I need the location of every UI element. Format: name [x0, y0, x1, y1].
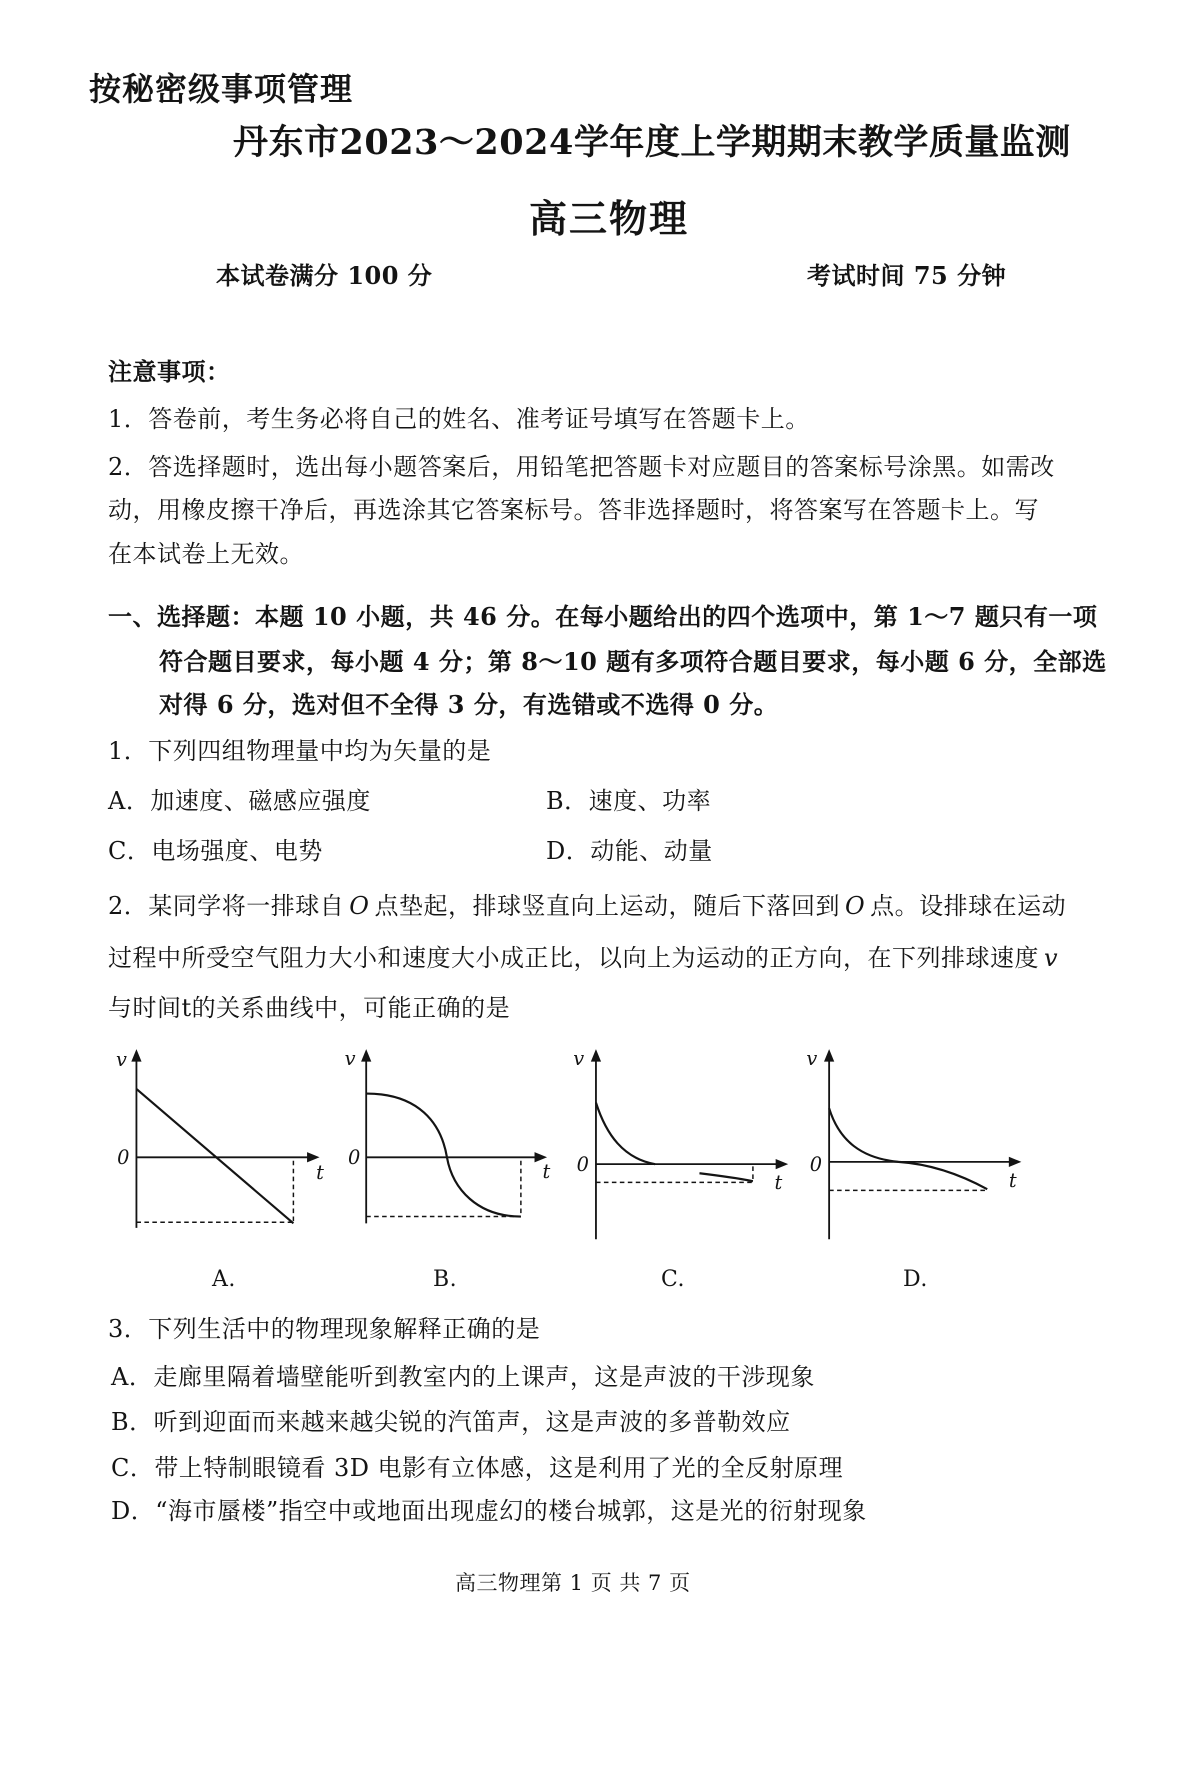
velocity-symbol: v [1044, 944, 1059, 972]
graph-c-option-label: C. [661, 1267, 686, 1292]
notes-line: 2．答选择题时，选出每小题答案后，用铅笔把答题卡对应题目的答案标号涂黑。如需改 [108, 453, 1055, 481]
stem-text: 过程中所受空气阻力大小和速度大小成正比，以向上为运动的正方向，在下列排球速度 [108, 944, 1039, 972]
graph-a-v-label: v [115, 1048, 127, 1072]
graph-b [345, 1047, 551, 1223]
question-2-graphs-figure [108, 1040, 1035, 1245]
section1-line: 符合题目要求，每小题 4 分；第 8～10 题有多项符合题目要求，每小题 6 分，全部选 [159, 647, 1107, 676]
graph-a-origin-label: 0 [117, 1146, 130, 1170]
graph-d [806, 1047, 1021, 1239]
graph-d-origin-label: 0 [809, 1152, 823, 1176]
graph-a-velocity-line [136, 1089, 293, 1223]
graph-a [116, 1048, 324, 1228]
question-2-stem-line: 与时间t的关系曲线中，可能正确的是 [108, 994, 511, 1022]
graph-d-velocity-curve [829, 1108, 987, 1189]
subject-title: 高三物理 [529, 196, 690, 241]
stem-text: 点。设排球在运动 [870, 892, 1067, 920]
page-footer: 高三物理第 1 页 共 7 页 [455, 1571, 691, 1595]
question-3-stem: 3．下列生活中的物理现象解释正确的是 [108, 1315, 541, 1343]
question-2-stem-line [108, 945, 1063, 971]
graph-a-t-label: t [316, 1160, 324, 1184]
exam-time-label: 考试时间 75 分钟 [807, 261, 1007, 290]
graph-d-option-label: D. [903, 1267, 928, 1292]
graph-b-dashed-guides [366, 1161, 521, 1217]
graph-a-option-label: A. [212, 1267, 236, 1292]
graph-b-velocity-curve [366, 1094, 521, 1217]
question-2-stem-line [108, 893, 1066, 919]
section1-line: 一、选择题：本题 10 小题，共 46 分。在每小题给出的四个选项中，第 1～7 题只有一项 [108, 602, 1098, 631]
graph-d-v-label: v [806, 1047, 818, 1071]
graph-d-t-label: t [1008, 1168, 1017, 1192]
point-o-symbol: O [844, 892, 866, 920]
notes-line: 动，用橡皮擦干净后，再选涂其它答案标号。答非选择题时，将答案写在答题卡上。写 [108, 496, 1039, 524]
question-3-option-b: B．听到迎面而来越来越尖锐的汽笛声，这是声波的多普勒效应 [111, 1408, 791, 1436]
graph-b-origin-label: 0 [347, 1146, 361, 1170]
graph-d-t-arrow [1009, 1157, 1022, 1167]
graph-b-t-label: t [542, 1159, 551, 1183]
graph-a-dashed-guides [136, 1161, 293, 1223]
question-3-option-c: C．带上特制眼镜看 3D 电影有立体感，这是利用了光的全反射原理 [111, 1454, 844, 1482]
graph-c-v-arrow [591, 1049, 601, 1062]
point-o-symbol: O [349, 892, 370, 920]
question-1-option-a: A．加速度、磁感应强度 [108, 787, 371, 815]
classification-label: 按秘密级事项管理 [89, 70, 354, 108]
graph-d-v-arrow [824, 1049, 834, 1062]
exam-title: 丹东市2023～2024学年度上学期期末教学质量监测 [233, 122, 1071, 163]
graph-c-velocity-curve-down [699, 1173, 752, 1181]
question-1-option-d: D．动能、动量 [546, 837, 713, 865]
graph-c-velocity-curve-up [596, 1103, 655, 1165]
graph-c-t-label: t [774, 1171, 783, 1195]
question-1-stem: 1．下列四组物理量中均为矢量的是 [108, 737, 492, 765]
question-1-option-c: C．电场强度、电势 [108, 837, 323, 865]
graph-b-v-label: v [344, 1047, 356, 1071]
graph-c-dashed-guides [596, 1166, 753, 1182]
section1-line: 对得 6 分，选对但不全得 3 分，有选错或不选得 0 分。 [159, 690, 779, 719]
stem-text: 2．某同学将一排球自 [108, 892, 345, 920]
graph-c [573, 1047, 788, 1239]
graph-a-v-arrow [131, 1049, 141, 1062]
graph-c-v-label: v [573, 1047, 585, 1071]
notes-line: 在本试卷上无效。 [108, 540, 304, 568]
question-3-option-d: D．“海市蜃楼”指空中或地面出现虚幻的楼台城郭，这是光的衍射现象 [111, 1497, 867, 1525]
graph-c-origin-label: 0 [576, 1152, 589, 1176]
question-3-option-a: A．走廊里隔着墙壁能听到教室内的上课声，这是声波的干涉现象 [111, 1363, 815, 1391]
notes-line: 1．答卷前，考生务必将自己的姓名、准考证号填写在答题卡上。 [108, 405, 810, 433]
graph-c-t-arrow [776, 1159, 789, 1169]
notes-heading: 注意事项： [108, 357, 231, 386]
stem-text: 点垫起，排球竖直向上运动，随后下落回到 [374, 892, 840, 920]
graph-b-v-arrow [361, 1049, 371, 1062]
graph-b-option-label: B. [433, 1267, 458, 1292]
full-score-label: 本试卷满分 100 分 [216, 261, 433, 290]
question-1-option-b: B．速度、功率 [546, 787, 712, 815]
